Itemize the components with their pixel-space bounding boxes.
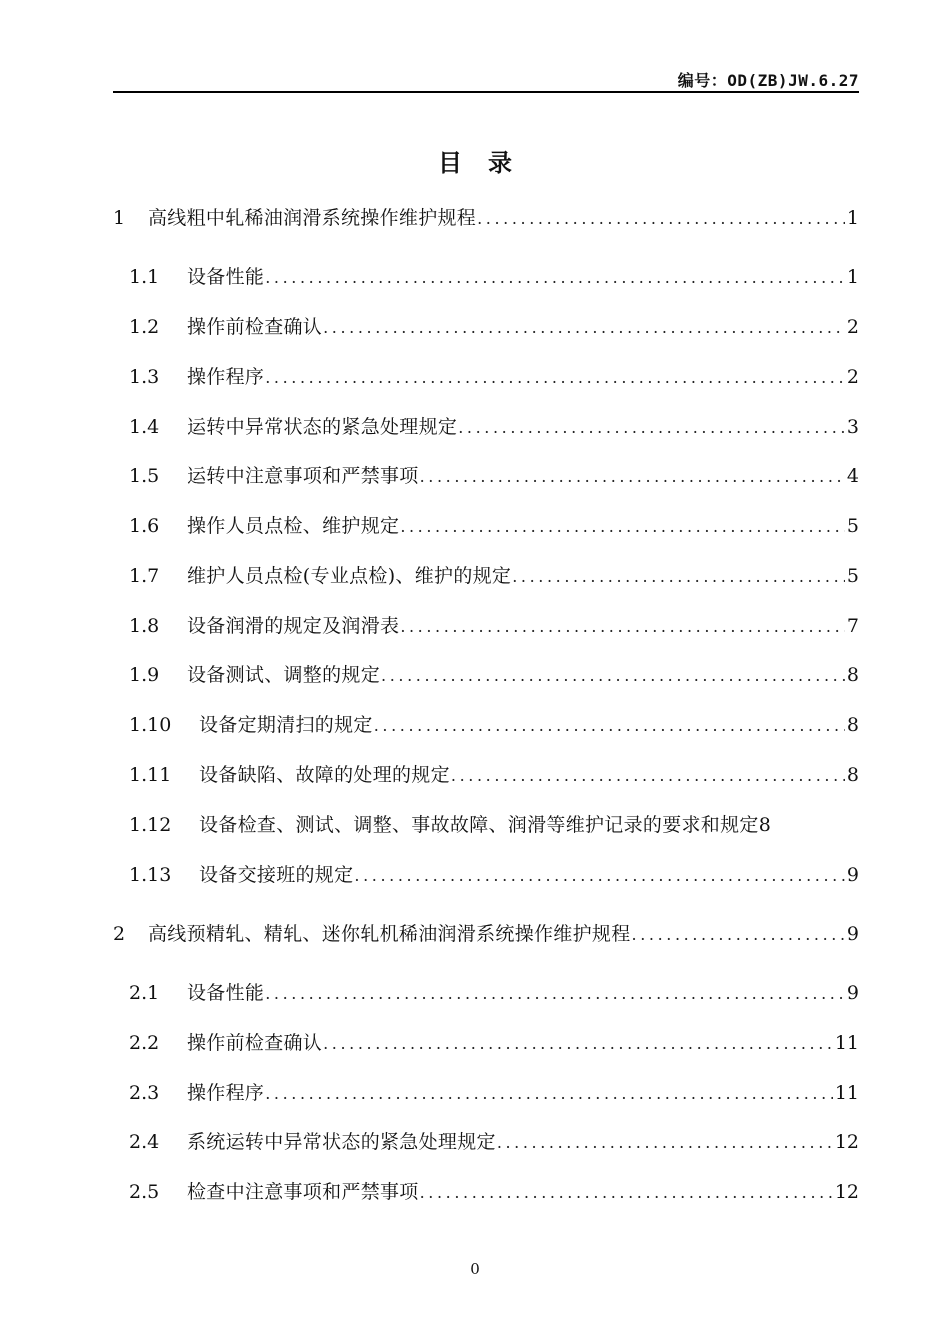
toc-leader-dots xyxy=(264,980,845,1007)
toc-leader-dots xyxy=(511,563,845,590)
toc-entry-title: 高线粗中轧稀油润滑系统操作维护规程 xyxy=(148,207,477,229)
toc-entry-page: 11 xyxy=(834,1082,859,1104)
toc-entry-number: 2.2 xyxy=(129,1032,160,1054)
toc-entry-page: 8 xyxy=(846,664,859,686)
toc-entry-title: 系统运转中异常状态的紧急处理规定 xyxy=(187,1131,496,1153)
toc-entry-page: 8 xyxy=(758,814,771,836)
toc-entry-page: 7 xyxy=(846,615,859,637)
toc-entry-page: 9 xyxy=(846,864,859,886)
toc-entry-title: 操作人员点检、维护规定 xyxy=(187,515,400,537)
toc-entry[interactable] xyxy=(129,979,859,1007)
toc-entry-number: 2.4 xyxy=(129,1131,160,1153)
toc-entry[interactable] xyxy=(113,204,859,232)
toc-entry-page: 9 xyxy=(846,982,859,1004)
toc-entry-number: 1.1 xyxy=(129,266,160,288)
toc-entry-title: 检查中注意事项和严禁事项 xyxy=(187,1181,419,1203)
toc-entry-title: 设备测试、调整的规定 xyxy=(187,664,381,686)
toc-entry-number: 1.8 xyxy=(129,615,160,637)
toc-entry[interactable] xyxy=(129,1128,859,1156)
toc-leader-dots xyxy=(419,463,845,490)
toc-entry-page: 9 xyxy=(846,923,859,945)
toc-leader-dots xyxy=(264,364,845,391)
toc-entry-title: 操作程序 xyxy=(187,366,265,388)
toc-entry-title: 设备定期清扫的规定 xyxy=(199,714,373,736)
toc-entry-number: 1.2 xyxy=(129,316,160,338)
toc-leader-dots xyxy=(496,1129,833,1156)
toc-entry-title: 运转中异常状态的紧急处理规定 xyxy=(187,416,458,438)
toc-leader-dots xyxy=(264,264,845,291)
toc-leader-dots xyxy=(264,1080,833,1107)
toc-entry[interactable] xyxy=(129,313,859,341)
toc-entry-title: 操作程序 xyxy=(187,1082,265,1104)
toc-leader-dots xyxy=(353,862,845,889)
toc-entry[interactable] xyxy=(129,363,859,391)
toc-entry-number: 1.3 xyxy=(129,366,160,388)
toc-entry[interactable] xyxy=(129,1178,859,1206)
toc-entry-number: 1.13 xyxy=(129,864,172,886)
toc-entry-title: 设备性能 xyxy=(187,266,265,288)
toc-entry-page: 12 xyxy=(834,1181,859,1203)
toc-entry[interactable] xyxy=(129,413,859,441)
toc-entry[interactable] xyxy=(129,861,859,889)
toc-leader-dots xyxy=(322,1030,833,1057)
toc-entry-title: 设备缺陷、故障的处理的规定 xyxy=(199,764,450,786)
toc-entry-number: 1.6 xyxy=(129,515,160,537)
toc-entry-number: 2.3 xyxy=(129,1082,160,1104)
toc-entry-number: 1.5 xyxy=(129,465,160,487)
toc-entry-page: 8 xyxy=(846,764,859,786)
toc-entry[interactable] xyxy=(129,811,859,839)
toc-entry-title: 设备交接班的规定 xyxy=(199,864,354,886)
page-title: 目录 xyxy=(438,149,538,177)
toc-entry-title: 设备性能 xyxy=(187,982,265,1004)
toc-entry[interactable] xyxy=(129,512,859,540)
toc-entry[interactable] xyxy=(129,1029,859,1057)
toc-entry-title: 高线预精轧、精轧、迷你轧机稀油润滑系统操作维护规程 xyxy=(148,923,631,945)
toc-entry-number: 1.4 xyxy=(129,416,160,438)
toc-entry-title: 操作前检查确认 xyxy=(187,1032,323,1054)
toc-entry-number: 1.9 xyxy=(129,664,160,686)
toc-entry-title: 设备检查、测试、调整、事故故障、润滑等维护记录的要求和规定 xyxy=(199,814,759,836)
toc-leader-dots xyxy=(399,513,845,540)
toc-leader-dots xyxy=(373,712,845,739)
toc-entry-number: 1.10 xyxy=(129,714,172,736)
toc-entry-title: 运转中注意事项和严禁事项 xyxy=(187,465,419,487)
toc-entry-number: 1.11 xyxy=(129,764,172,786)
toc-entry-title: 操作前检查确认 xyxy=(187,316,323,338)
toc-entry-page: 11 xyxy=(834,1032,859,1054)
toc-leader-dots xyxy=(419,1179,833,1206)
toc-entry[interactable] xyxy=(129,263,859,291)
toc-entry[interactable] xyxy=(129,612,859,640)
toc-entry-number: 2.5 xyxy=(129,1181,160,1203)
toc-entry-title: 设备润滑的规定及润滑表 xyxy=(187,615,400,637)
toc-entry[interactable] xyxy=(129,562,859,590)
toc-entry-page: 12 xyxy=(834,1131,859,1153)
toc-entry-number: 1 xyxy=(113,207,126,229)
toc-entry[interactable] xyxy=(113,920,859,948)
toc-leader-dots xyxy=(631,921,845,948)
toc-entry-page: 3 xyxy=(846,416,859,438)
toc-leader-dots xyxy=(457,414,845,441)
toc-entry-page: 4 xyxy=(846,465,859,487)
toc-entry-number: 1.7 xyxy=(129,565,160,587)
toc-entry-page: 1 xyxy=(846,207,859,229)
toc-entry-number: 2 xyxy=(113,923,126,945)
toc-entry-number: 2.1 xyxy=(129,982,160,1004)
toc-entry-page: 1 xyxy=(846,266,859,288)
toc-entry-page: 2 xyxy=(846,366,859,388)
toc-leader-dots xyxy=(476,205,845,232)
toc-leader-dots xyxy=(399,613,845,640)
toc-entry-title: 维护人员点检(专业点检)、维护的规定 xyxy=(187,565,512,587)
toc-entry[interactable] xyxy=(129,462,859,490)
toc-leader-dots xyxy=(322,314,845,341)
toc-entry-page: 5 xyxy=(846,515,859,537)
toc-leader-dots xyxy=(450,762,845,789)
toc-entry[interactable] xyxy=(129,761,859,789)
toc-entry-page: 8 xyxy=(846,714,859,736)
toc-entry[interactable] xyxy=(129,661,859,689)
toc-entry[interactable] xyxy=(129,1079,859,1107)
toc-entry-page: 5 xyxy=(846,565,859,587)
toc-entry-number: 1.12 xyxy=(129,814,172,836)
toc-entry-page: 2 xyxy=(846,316,859,338)
toc-leader-dots xyxy=(380,662,845,689)
page-number: 0 xyxy=(470,1260,480,1278)
toc-entry[interactable] xyxy=(129,711,859,739)
header-code: 编号：OD(ZB)JW.6.27 xyxy=(677,71,859,90)
